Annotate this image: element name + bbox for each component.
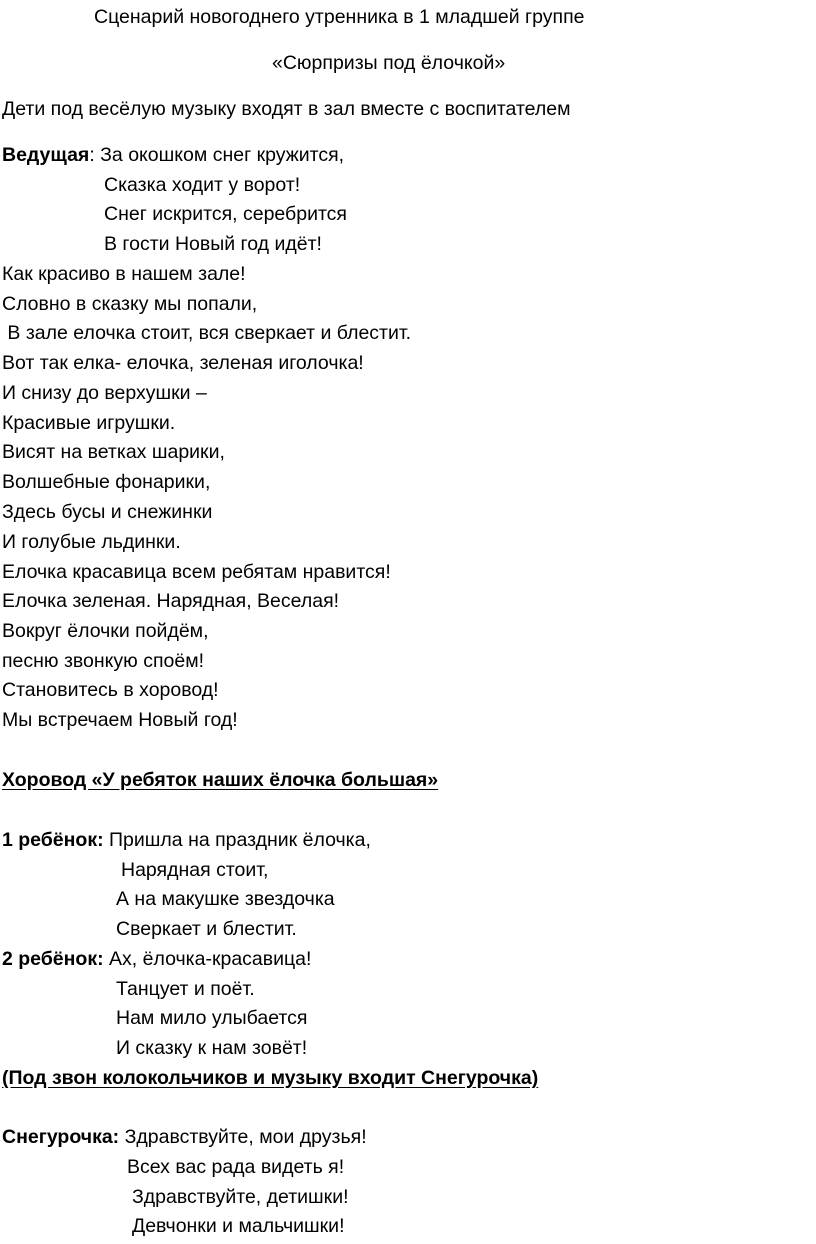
host-speaker: Ведущая: [2, 144, 90, 166]
host-verse-line: Как красиво в нашем зале!: [2, 263, 246, 285]
intro-stage-direction: Дети под весёлую музыку входят в зал вместе с воспитателем: [2, 98, 571, 120]
host-verse-line: В зале елочка стоит, вся сверкает и блестит.: [2, 322, 412, 344]
child2-verse-line: Танцует и поёт.: [116, 978, 255, 1000]
host-verse-line: Елочка зеленая. Нарядная, Веселая!: [2, 590, 340, 612]
host-verse-line: Мы встречаем Новый год!: [2, 709, 238, 731]
host-verse-line: Вот так елка- елочка, зеленая иголочка!: [2, 352, 364, 374]
host-verse-line: И снизу до верхушки –: [2, 382, 207, 404]
host-verse-line: Волшебные фонарики,: [2, 471, 211, 493]
host-verse-line: Снег искрится, серебрится: [104, 203, 347, 225]
child1-verse-line: Пришла на праздник ёлочка,: [109, 829, 371, 851]
child2-speaker: 2 ребёнок:: [2, 948, 104, 970]
host-verse-line: И голубые льдинки.: [2, 531, 181, 553]
host-verse-line: Вокруг ёлочки пойдём,: [2, 620, 209, 642]
host-verse-line: За окошком снег кружится,: [100, 144, 345, 166]
snow-maiden-line: [2, 1125, 367, 1149]
host-verse-line: Красивые игрушки.: [2, 412, 176, 434]
snow-maiden-verse-line: Девчонки и мальчишки!: [132, 1215, 345, 1237]
host-verse-line: песню звонкую споём!: [2, 650, 205, 672]
host-verse-line: Сказка ходит у ворот!: [104, 174, 301, 196]
child1-speaker: 1 ребёнок:: [2, 829, 104, 851]
host-verse-line: Елочка красавица всем ребятам нравится!: [2, 561, 391, 583]
snow-maiden-speaker: Снегурочка:: [2, 1126, 120, 1148]
child1-verse-line: Нарядная стоит,: [121, 859, 269, 881]
child1-line: [2, 828, 371, 852]
child2-line: [2, 947, 311, 971]
dance-heading: Хоровод «У ребяток наших ёлочка большая»: [2, 769, 439, 791]
host-verse-line: Словно в сказку мы попали,: [2, 293, 258, 315]
host-verse-line: В гости Новый год идёт!: [104, 233, 322, 255]
child1-verse-line: Сверкает и блестит.: [116, 918, 297, 940]
snow-maiden-verse-line: Здравствуйте, мои друзья!: [124, 1126, 367, 1148]
host-verse-line: Висят на ветках шарики,: [2, 441, 225, 463]
document-subtitle: «Сюрпризы под ёлочкой»: [272, 52, 506, 74]
child1-verse-line: А на макушке звездочка: [116, 888, 335, 910]
snow-maiden-verse-line: Всех вас рада видеть я!: [127, 1156, 345, 1178]
child2-verse-line: Нам мило улыбается: [116, 1007, 308, 1029]
host-line: Ведущая: За окошком снег кружится,: [2, 144, 345, 166]
snow-maiden-verse-line: Здравствуйте, детишки!: [132, 1186, 349, 1208]
host-verse-line: Становитесь в хоровод!: [2, 679, 219, 701]
child2-verse-line: Ах, ёлочка-красавица!: [109, 948, 312, 970]
host-verse-line: Здесь бусы и снежинки: [2, 501, 213, 523]
snow-maiden-stage-direction: (Под звон колокольчиков и музыку входит Снегурочка): [2, 1067, 539, 1089]
document-title: Сценарий новогоднего утренника в 1 младшей группе: [94, 6, 585, 28]
child2-verse-line: И сказку к нам зовёт!: [116, 1037, 308, 1059]
